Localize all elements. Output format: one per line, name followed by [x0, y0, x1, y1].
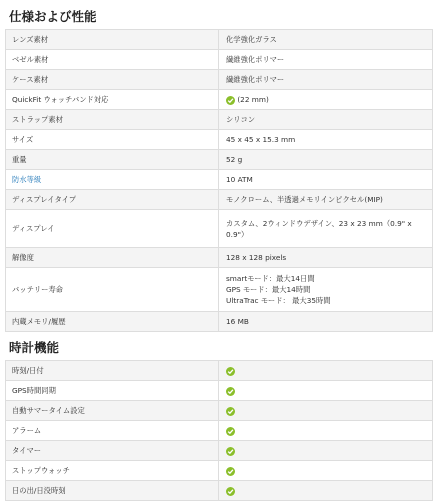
- water-rating-link[interactable]: 防水等級: [12, 175, 42, 184]
- feature-label: 日の出/日没時刻: [6, 481, 219, 501]
- feature-label: アラーム: [6, 421, 219, 441]
- spec-value: 10 ATM: [219, 170, 433, 190]
- spec-value: 52 g: [219, 150, 433, 170]
- feature-label: GPS時間同期: [6, 381, 219, 401]
- spec-value: 化学強化ガラス: [219, 30, 433, 50]
- feature-value: [219, 361, 433, 381]
- spec-label: 重量: [6, 150, 219, 170]
- spec-value-line: 0.9"）: [226, 229, 249, 239]
- specs-table: [5, 29, 433, 332]
- check-circle-icon: [226, 387, 235, 396]
- table-row: [6, 70, 433, 90]
- spec-value: [219, 90, 433, 110]
- feature-label: ストップウォッチ: [6, 461, 219, 481]
- spec-value-line: カスタム、2ウィンドウデザイン、23 x 23 mm（0.9" x: [226, 218, 412, 228]
- spec-value: 128 x 128 pixels: [219, 248, 433, 268]
- check-circle-icon: [226, 447, 235, 456]
- spec-label: ディスプレイ: [6, 210, 219, 248]
- spec-label: レンズ素材: [6, 30, 219, 50]
- feature-value: [219, 421, 433, 441]
- feature-value: [219, 481, 433, 501]
- spec-label: ストラップ素材: [6, 110, 219, 130]
- spec-value: [219, 268, 433, 312]
- spec-label: バッテリー寿命: [6, 268, 219, 312]
- spec-value: モノクローム、半透過メモリインピクセル(MIP): [219, 190, 433, 210]
- spec-value-line: UltraTrac モード： 最大35時間: [226, 296, 331, 305]
- table-row: [6, 150, 433, 170]
- spec-value: 繊維強化ポリマー: [219, 70, 433, 90]
- check-circle-icon: [226, 487, 235, 496]
- check-circle-icon: [226, 427, 235, 436]
- check-circle-icon: [226, 367, 235, 376]
- spec-value-line: GPS モード：最大14時間: [226, 285, 311, 294]
- check-circle-icon: [226, 407, 235, 416]
- feature-value: [219, 401, 433, 421]
- feature-label: タイマー: [6, 441, 219, 461]
- table-row: [6, 401, 433, 421]
- table-row: [6, 170, 433, 190]
- table-row: [6, 461, 433, 481]
- spec-value: 繊維強化ポリマー: [219, 50, 433, 70]
- feature-value: [219, 441, 433, 461]
- check-circle-icon: [226, 96, 235, 105]
- specs-section-title: 仕様および性能: [9, 9, 97, 24]
- spec-label: サイズ: [6, 130, 219, 150]
- table-row: [6, 50, 433, 70]
- spec-label: 解像度: [6, 248, 219, 268]
- clock-features-table: [5, 360, 433, 501]
- spec-label: ケース素材: [6, 70, 219, 90]
- table-row: [6, 312, 433, 332]
- feature-label: 時刻/日付: [6, 361, 219, 381]
- feature-label: 自動サマータイム設定: [6, 401, 219, 421]
- check-circle-icon: [226, 467, 235, 476]
- spec-value-line: smartモード：最大14日間: [226, 274, 315, 283]
- spec-label: ベゼル素材: [6, 50, 219, 70]
- table-row: [6, 130, 433, 150]
- spec-label: [6, 170, 219, 190]
- table-row: [6, 481, 433, 501]
- table-row: [6, 381, 433, 401]
- spec-value: シリコン: [219, 110, 433, 130]
- quickfit-size: (22 mm): [237, 95, 269, 104]
- spec-value: 16 MB: [219, 312, 433, 332]
- table-row: [6, 90, 433, 110]
- clock-section-title: 時計機能: [9, 340, 60, 355]
- table-row: [6, 110, 433, 130]
- table-row: [6, 30, 433, 50]
- spec-value: 45 x 45 x 15.3 mm: [219, 130, 433, 150]
- spec-value: [219, 210, 433, 248]
- table-row: [6, 190, 433, 210]
- spec-label: 内蔵メモリ/履歴: [6, 312, 219, 332]
- table-row: [6, 361, 433, 381]
- feature-value: [219, 381, 433, 401]
- spec-label: ディスプレイタイプ: [6, 190, 219, 210]
- table-row: [6, 210, 433, 248]
- table-row: [6, 441, 433, 461]
- feature-value: [219, 461, 433, 481]
- table-row: [6, 268, 433, 312]
- spec-label: QuickFit ウォッチバンド対応: [6, 90, 219, 110]
- table-row: [6, 421, 433, 441]
- table-row: [6, 248, 433, 268]
